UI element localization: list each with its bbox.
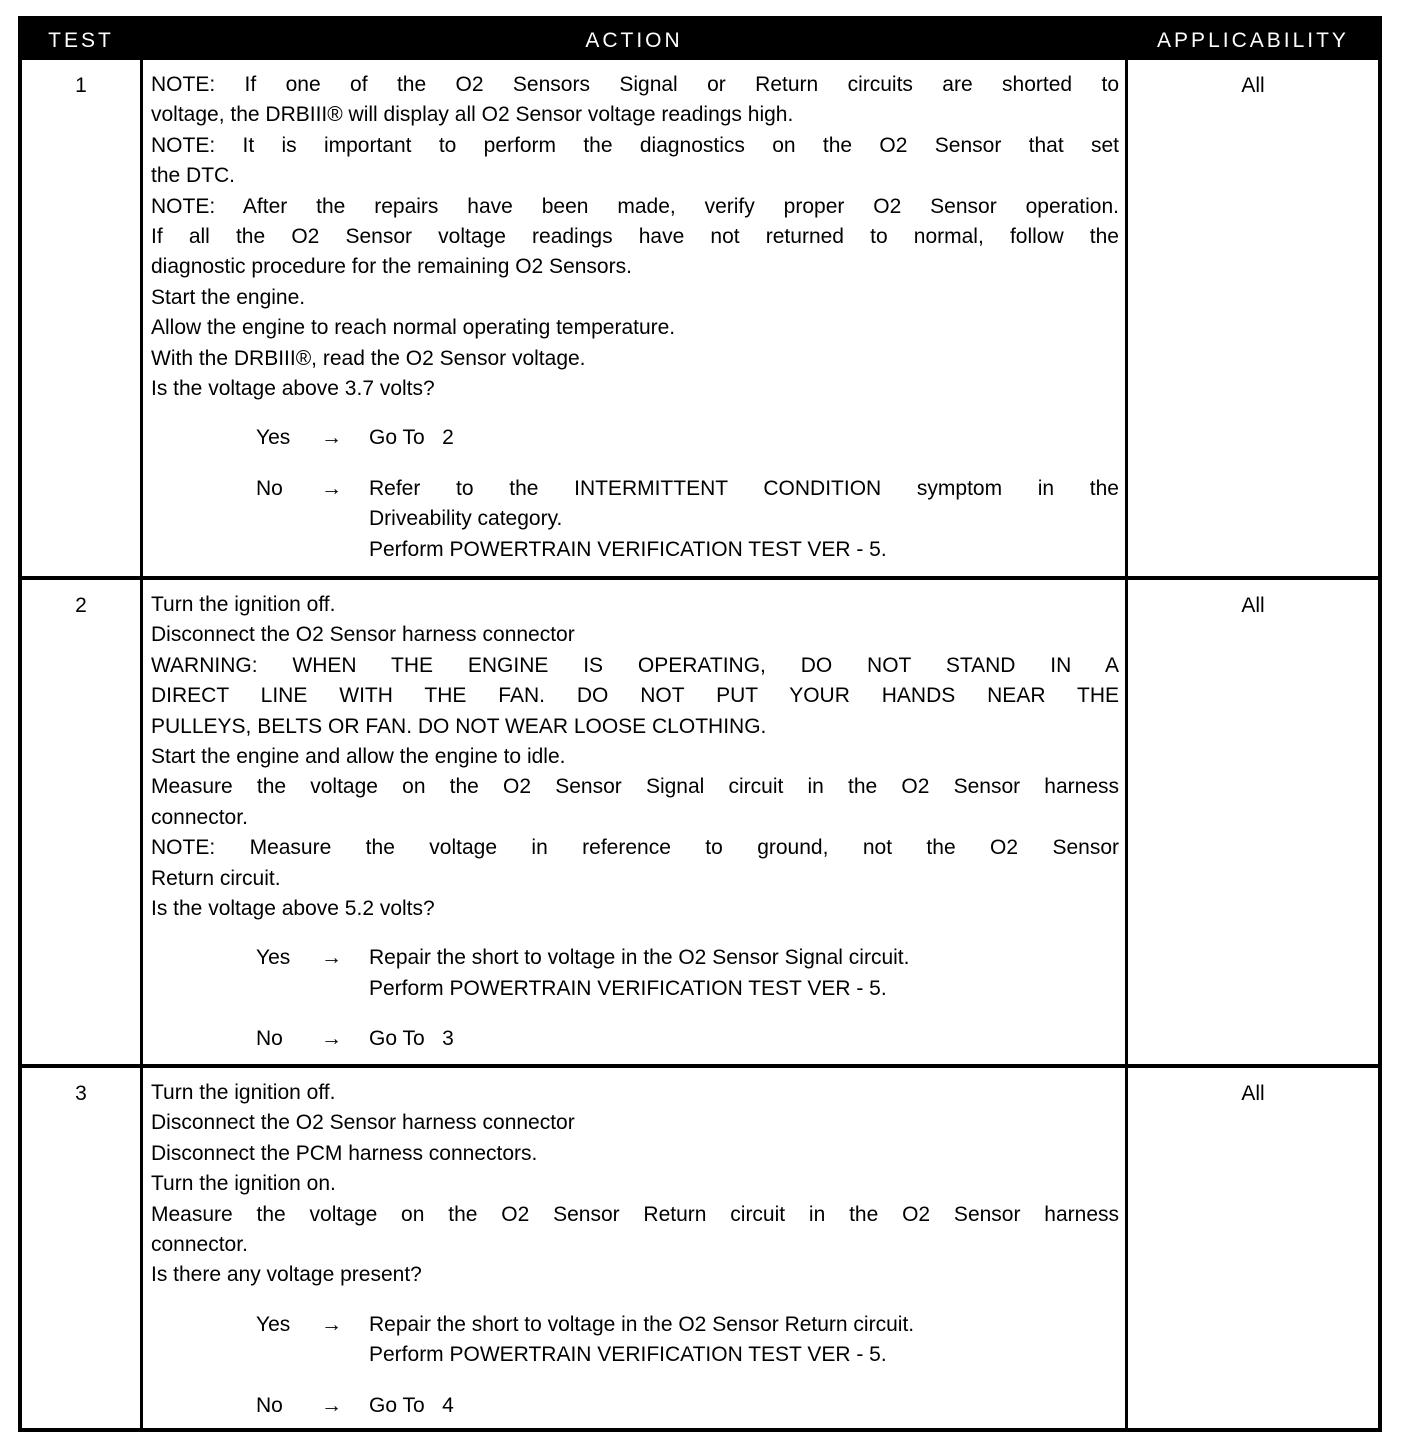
header-test: TEST xyxy=(48,29,114,52)
yes-text: Perform POWERTRAIN VERIFICATION TEST VER - 5. xyxy=(369,976,887,1000)
header-action: ACTION xyxy=(585,29,683,52)
answer-options xyxy=(151,1310,1119,1421)
no-option xyxy=(151,474,1119,565)
test-number: 3 xyxy=(75,1082,87,1105)
action-line: Disconnect the PCM harness connectors. xyxy=(151,1141,538,1165)
action-line: Disconnect the O2 Sensor harness connector xyxy=(151,623,575,647)
action-line: Is there any voltage present? xyxy=(151,1263,422,1287)
action-line: Return circuit. xyxy=(151,866,281,890)
action-line: Disconnect the O2 Sensor harness connector xyxy=(151,1111,575,1135)
yes-option xyxy=(151,943,1119,1004)
action-line: Is the voltage above 3.7 volts? xyxy=(151,377,435,401)
no-option xyxy=(151,1391,1119,1421)
no-text: Go To 4 xyxy=(369,1393,454,1417)
action-line: voltage, the DRBIII® will display all O2 Sensor voltage readings high. xyxy=(151,103,794,127)
action-line: Measure the voltage on the O2 Sensor Return circuit in the O2 Sensor harness xyxy=(151,1202,1119,1226)
action-line: Start the engine and allow the engine to idle. xyxy=(151,745,566,769)
action-line: NOTE: If one of the O2 Sensors Signal or Return circuits are shorted to xyxy=(151,73,1119,96)
diagnostic-table xyxy=(18,16,1382,1432)
arrow-icon: → xyxy=(321,946,342,970)
action-line: With the DRBIII®, read the O2 Sensor voltage. xyxy=(151,346,586,370)
action-line: Start the engine. xyxy=(151,285,306,309)
table-row xyxy=(22,576,1378,1064)
action-line: WARNING: WHEN THE ENGINE IS OPERATING, DO NOT STAND IN A xyxy=(151,653,1119,677)
table-row xyxy=(22,60,1378,576)
action-line: the DTC. xyxy=(151,164,236,188)
applicability-value: All xyxy=(1241,594,1265,617)
action-line: Turn the ignition off. xyxy=(151,1081,336,1104)
yes-text: Repair the short to voltage in the O2 Sensor Signal circuit. xyxy=(369,946,910,970)
no-label: No xyxy=(256,1393,283,1417)
no-text: Go To 3 xyxy=(369,1027,454,1051)
action-line: NOTE: After the repairs have been made, verify proper O2 Sensor operation. xyxy=(151,194,1119,218)
no-text: Refer to the INTERMITTENT CONDITION symptom in the xyxy=(369,476,1119,500)
header-applicability: APPLICABILITY xyxy=(1157,29,1349,52)
action-cell xyxy=(140,60,1128,576)
yes-label: Yes xyxy=(256,946,291,970)
no-text: Perform POWERTRAIN VERIFICATION TEST VER - 5. xyxy=(369,537,887,561)
yes-option xyxy=(151,423,1119,453)
arrow-icon: → xyxy=(321,1393,342,1417)
action-line: Turn the ignition off. xyxy=(151,593,336,616)
no-option xyxy=(151,1024,1119,1054)
action-line: connector. xyxy=(151,805,248,829)
no-label: No xyxy=(256,476,283,500)
action-line: diagnostic procedure for the remaining O2 Sensors. xyxy=(151,255,632,279)
yes-text: Repair the short to voltage in the O2 Sensor Return circuit. xyxy=(369,1312,915,1336)
action-line: connector. xyxy=(151,1233,248,1257)
action-cell xyxy=(140,580,1128,1064)
arrow-icon: → xyxy=(321,1312,342,1336)
action-line: NOTE: It is important to perform the diagnostics on the O2 Sensor that set xyxy=(151,133,1119,157)
applicability-value: All xyxy=(1241,1082,1265,1105)
answer-options xyxy=(151,423,1119,565)
test-number: 2 xyxy=(75,594,87,617)
applicability-value: All xyxy=(1241,74,1265,97)
action-line: Allow the engine to reach normal operating temperature. xyxy=(151,316,676,340)
action-line: DIRECT LINE WITH THE FAN. DO NOT PUT YOUR HANDS NEAR THE xyxy=(151,684,1119,708)
action-line: Turn the ignition on. xyxy=(151,1172,336,1196)
no-label: No xyxy=(256,1027,283,1051)
yes-label: Yes xyxy=(256,426,291,450)
table-header xyxy=(22,20,1378,60)
arrow-icon: → xyxy=(321,476,342,500)
table-row xyxy=(22,1064,1378,1428)
action-line: Measure the voltage on the O2 Sensor Signal circuit in the O2 Sensor harness xyxy=(151,775,1119,799)
answer-options xyxy=(151,943,1119,1054)
arrow-icon: → xyxy=(321,1027,342,1051)
action-cell xyxy=(140,1068,1128,1428)
test-number: 1 xyxy=(75,74,87,97)
action-line: PULLEYS, BELTS OR FAN. DO NOT WEAR LOOSE CLOTHING. xyxy=(151,714,767,738)
arrow-icon: → xyxy=(321,426,342,450)
action-line: If all the O2 Sensor voltage readings have not returned to normal, follow the xyxy=(151,225,1119,249)
action-line: Is the voltage above 5.2 volts? xyxy=(151,897,435,921)
action-line: NOTE: Measure the voltage in reference to ground, not the O2 Sensor xyxy=(151,836,1119,860)
yes-text: Go To 2 xyxy=(369,426,454,450)
no-text: Driveability category. xyxy=(369,507,563,531)
yes-option xyxy=(151,1310,1119,1371)
yes-label: Yes xyxy=(256,1312,291,1336)
yes-text: Perform POWERTRAIN VERIFICATION TEST VER - 5. xyxy=(369,1343,887,1367)
